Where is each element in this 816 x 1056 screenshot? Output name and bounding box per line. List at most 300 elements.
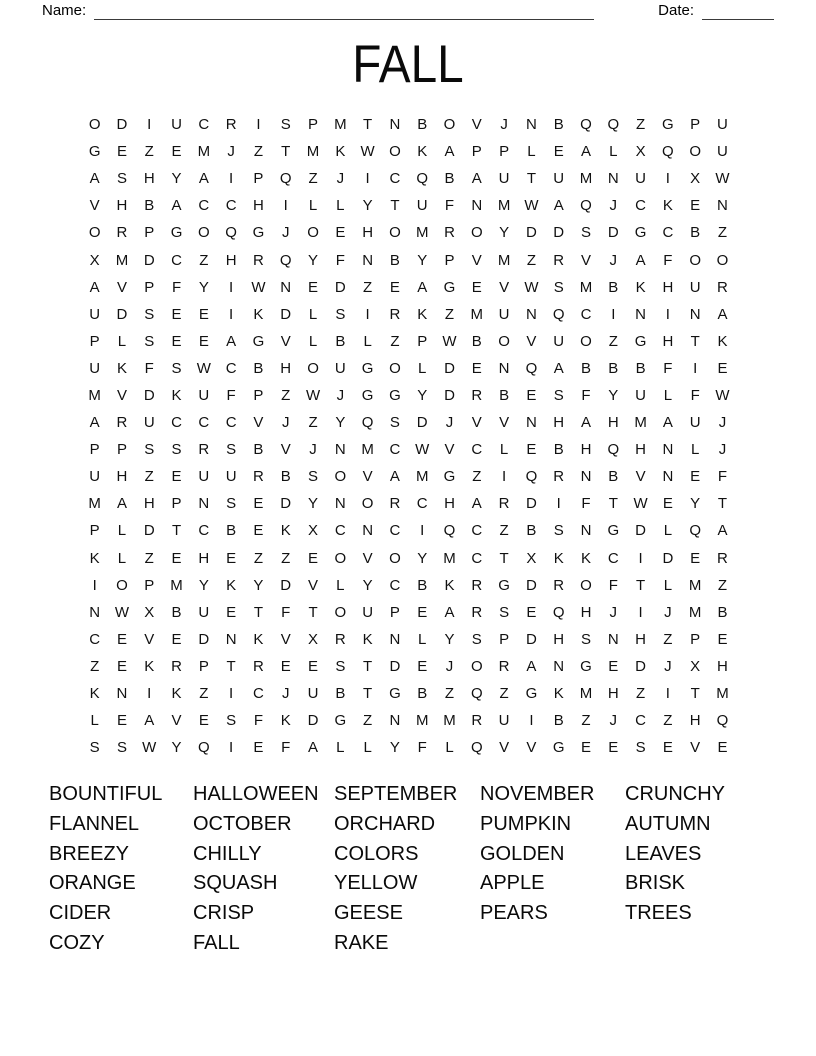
grid-cell: F	[171, 278, 182, 296]
grid-cell: M	[688, 603, 702, 621]
grid-cell: F	[335, 251, 345, 269]
grid-cell: D	[607, 224, 619, 242]
grid-cell: U	[635, 170, 646, 188]
grid-cell: E	[171, 332, 182, 350]
grid-cell: E	[526, 386, 537, 404]
grid-cell: P	[499, 630, 510, 648]
grid-cell: E	[389, 278, 400, 296]
grid-cell: N	[580, 522, 592, 540]
grid-cell: L	[90, 712, 99, 730]
grid-cell: S	[553, 522, 564, 540]
grid-cell: H	[553, 414, 565, 432]
grid-cell: F	[663, 251, 673, 269]
grid-cell: C	[607, 549, 619, 567]
grid-cell: A	[580, 143, 591, 161]
grid-cell: Q	[525, 359, 538, 377]
word-list-item: OCTOBER	[193, 812, 292, 835]
grid-cell: F	[226, 386, 236, 404]
grid-cell: G	[634, 224, 647, 242]
grid-cell: O	[307, 224, 319, 242]
grid-cell: N	[525, 414, 537, 432]
grid-cell: G	[170, 224, 183, 242]
grid-cell: A	[471, 495, 482, 513]
grid-cell: Z	[663, 712, 673, 730]
grid-cell: V	[499, 278, 510, 296]
grid-cell: L	[363, 332, 372, 350]
grid-cell: G	[361, 359, 374, 377]
grid-cell: W	[142, 739, 157, 757]
grid-cell: V	[280, 630, 291, 648]
grid-cell: N	[389, 712, 401, 730]
grid-cell: V	[526, 332, 537, 350]
grid-cell: H	[280, 359, 292, 377]
word-list-item: RAKE	[334, 931, 389, 954]
grid-cell: S	[226, 712, 237, 730]
grid-cell: L	[336, 739, 345, 757]
grid-cell: Y	[308, 495, 319, 513]
grid-cell: L	[418, 359, 427, 377]
grid-cell: M	[716, 685, 729, 703]
grid-cell: B	[690, 224, 701, 242]
grid-cell: I	[502, 468, 507, 486]
grid-cell: A	[553, 359, 564, 377]
grid-cell: E	[717, 630, 728, 648]
grid-cell: E	[116, 143, 127, 161]
grid-cell: H	[635, 630, 646, 648]
grid-cell: Z	[281, 549, 291, 567]
grid-cell: F	[581, 386, 591, 404]
grid-cell: E	[253, 739, 264, 757]
grid-cell: S	[389, 414, 400, 432]
grid-cell: O	[580, 332, 592, 350]
grid-cell: A	[444, 143, 455, 161]
grid-cell: F	[690, 386, 700, 404]
grid-cell: P	[89, 332, 100, 350]
grid-cell: U	[89, 305, 101, 323]
grid-cell: Z	[608, 332, 618, 350]
grid-cell: K	[417, 143, 428, 161]
word-list-item: PUMPKIN	[480, 812, 572, 835]
grid-cell: Q	[198, 739, 210, 757]
grid-cell: L	[117, 522, 127, 540]
grid-cell: R	[116, 414, 128, 432]
grid-cell: I	[147, 116, 152, 134]
grid-cell: L	[663, 576, 673, 594]
grid-cell: H	[717, 657, 728, 675]
grid-cell: K	[362, 630, 373, 648]
grid-cell: Z	[636, 116, 646, 134]
grid-cell: Z	[499, 522, 509, 540]
grid-cell: E	[690, 549, 701, 567]
grid-cell: I	[365, 305, 370, 323]
grid-cell: I	[229, 305, 234, 323]
grid-cell: J	[445, 657, 454, 675]
grid-cell: K	[662, 197, 673, 215]
grid-cell: C	[198, 116, 210, 134]
grid-cell: N	[607, 170, 619, 188]
grid-cell: Z	[363, 278, 373, 296]
grid-cell: X	[690, 657, 701, 675]
grid-cell: Y	[198, 278, 209, 296]
grid-cell: H	[580, 441, 592, 459]
grid-cell: W	[524, 197, 539, 215]
grid-cell: O	[689, 251, 702, 269]
grid-cell: M	[415, 468, 429, 486]
grid-cell: N	[525, 305, 537, 323]
grid-cell: J	[336, 386, 345, 404]
grid-cell: S	[335, 657, 346, 675]
grid-cell: W	[196, 359, 211, 377]
grid-cell: K	[144, 657, 155, 675]
grid-cell: C	[198, 197, 210, 215]
grid-cell: N	[389, 630, 401, 648]
grid-cell: C	[225, 414, 237, 432]
grid-cell: K	[226, 576, 237, 594]
grid-cell: F	[717, 468, 728, 486]
grid-cell: V	[635, 468, 646, 486]
grid-cell: I	[665, 170, 670, 188]
grid-cell: P	[389, 603, 400, 621]
grid-cell: K	[417, 305, 428, 323]
grid-cell: N	[362, 522, 374, 540]
grid-cell: B	[635, 359, 646, 377]
grid-cell: C	[471, 522, 483, 540]
grid-cell: U	[143, 414, 155, 432]
header-row	[42, 0, 774, 20]
grid-cell: R	[498, 495, 510, 513]
grid-cell: E	[171, 468, 182, 486]
grid-cell: Y	[417, 386, 428, 404]
grid-cell: B	[553, 116, 564, 134]
grid-cell: E	[226, 603, 237, 621]
grid-cell: S	[335, 305, 346, 323]
grid-cell: V	[280, 441, 291, 459]
word-list-item: SEPTEMBER	[334, 783, 458, 805]
grid-cell: R	[253, 251, 264, 269]
grid-cell: G	[389, 685, 401, 703]
grid-cell: I	[147, 685, 152, 703]
grid-cell: C	[171, 414, 182, 432]
grid-cell: E	[690, 468, 701, 486]
grid-cell: Z	[717, 224, 728, 242]
grid-cell: Y	[362, 576, 373, 594]
grid-cell: B	[253, 441, 264, 459]
grid-cell: E	[171, 305, 182, 323]
grid-cell: V	[690, 739, 701, 757]
grid-cell: K	[717, 332, 728, 350]
grid-cell: Y	[362, 197, 373, 215]
grid-cell: I	[420, 522, 425, 540]
grid-cell: T	[226, 657, 236, 675]
grid-cell: P	[144, 576, 155, 594]
grid-cell: S	[280, 116, 291, 134]
grid-cell: A	[226, 332, 237, 350]
grid-cell: N	[580, 468, 592, 486]
grid-cell: E	[417, 603, 428, 621]
grid-cell: D	[280, 495, 292, 513]
grid-cell: B	[608, 359, 619, 377]
grid-cell: E	[280, 657, 291, 675]
grid-cell: M	[497, 251, 511, 269]
grid-cell: Z	[253, 549, 264, 567]
word-list-item: FALL	[193, 931, 240, 954]
grid-cell: D	[662, 549, 674, 567]
grid-cell: B	[580, 359, 591, 377]
grid-cell: I	[283, 197, 288, 215]
grid-cell: Z	[253, 143, 264, 161]
grid-cell: F	[253, 712, 264, 730]
grid-cell: E	[608, 657, 619, 675]
grid-cell: X	[526, 549, 537, 567]
name-blank-line	[94, 4, 594, 20]
grid-cell: M	[306, 143, 320, 161]
word-list-item: LEAVES	[625, 842, 702, 865]
grid-cell: J	[227, 143, 235, 161]
grid-cell: H	[143, 495, 155, 513]
grid-cell: J	[718, 414, 727, 432]
grid-cell: B	[553, 441, 564, 459]
grid-cell: R	[198, 441, 210, 459]
grid-cell: C	[198, 522, 210, 540]
word-list-item: AUTUMN	[625, 812, 711, 835]
grid-cell: J	[445, 414, 454, 432]
grid-cell: T	[363, 116, 373, 134]
grid-cell: U	[198, 603, 210, 621]
grid-cell: Q	[552, 305, 565, 323]
grid-cell: Z	[390, 332, 400, 350]
grid-cell: J	[664, 603, 672, 621]
grid-cell: M	[334, 116, 347, 134]
grid-cell: R	[389, 305, 401, 323]
grid-cell: X	[635, 143, 646, 161]
grid-cell: J	[500, 116, 508, 134]
grid-cell: L	[663, 522, 673, 540]
grid-cell: J	[664, 657, 672, 675]
grid-cell: N	[525, 116, 537, 134]
grid-cell: M	[443, 549, 456, 567]
grid-cell: Z	[308, 414, 318, 432]
grid-cell: O	[116, 576, 128, 594]
grid-cell: G	[634, 332, 647, 350]
grid-cell: G	[389, 386, 401, 404]
grid-cell: V	[499, 414, 510, 432]
grid-cell: A	[471, 170, 482, 188]
grid-cell: B	[389, 251, 400, 269]
grid-cell: U	[89, 468, 101, 486]
grid-cell: R	[717, 278, 728, 296]
grid-cell: Z	[199, 251, 209, 269]
grid-cell: E	[116, 712, 127, 730]
grid-cell: C	[225, 197, 237, 215]
grid-cell: W	[524, 278, 539, 296]
grid-cell: P	[198, 657, 209, 675]
grid-cell: D	[416, 414, 428, 432]
grid-cell: R	[116, 224, 128, 242]
grid-cell: N	[635, 305, 646, 323]
grid-cell: D	[525, 495, 537, 513]
grid-cell: A	[144, 712, 155, 730]
grid-cell: Z	[444, 685, 455, 703]
grid-cell: Q	[470, 739, 483, 757]
grid-cell: E	[226, 549, 237, 567]
grid-cell: P	[308, 116, 319, 134]
grid-cell: O	[689, 143, 702, 161]
grid-cell: N	[198, 495, 210, 513]
grid-cell: J	[609, 251, 618, 269]
word-list-item: NOVEMBER	[480, 783, 595, 805]
grid-cell: A	[171, 197, 182, 215]
grid-cell: Q	[361, 414, 374, 432]
grid-cell: Z	[90, 657, 100, 675]
grid-cell: G	[443, 468, 456, 486]
grid-cell: E	[662, 495, 673, 513]
grid-cell: W	[415, 441, 430, 459]
grid-cell: P	[253, 386, 264, 404]
grid-cell: L	[609, 143, 618, 161]
grid-cell: F	[281, 603, 291, 621]
grid-cell: K	[280, 712, 291, 730]
grid-cell: H	[662, 278, 674, 296]
grid-cell: E	[253, 495, 264, 513]
grid-cell: Q	[552, 603, 565, 621]
grid-cell: F	[144, 359, 154, 377]
grid-cell: D	[334, 278, 346, 296]
word-list-item: BREEZY	[49, 842, 130, 865]
grid-cell: Z	[472, 468, 482, 486]
grid-cell: A	[526, 657, 537, 675]
grid-cell: B	[717, 603, 728, 621]
grid-cell: I	[229, 685, 234, 703]
grid-cell: M	[361, 441, 374, 459]
grid-cell: U	[498, 170, 510, 188]
grid-cell: B	[335, 685, 346, 703]
grid-cell: F	[281, 739, 291, 757]
grid-cell: M	[579, 278, 593, 296]
grid-cell: T	[499, 549, 509, 567]
word-list-column	[193, 780, 334, 959]
grid-cell: E	[717, 739, 728, 757]
grid-cell: B	[171, 603, 182, 621]
grid-cell: B	[144, 197, 155, 215]
grid-cell: G	[580, 657, 592, 675]
grid-cell: Z	[308, 170, 318, 188]
word-list-item: CRISP	[193, 902, 255, 925]
grid-cell: Z	[444, 305, 455, 323]
grid-cell: M	[688, 576, 702, 594]
grid-cell: U	[225, 468, 237, 486]
grid-cell: N	[116, 685, 128, 703]
grid-cell: E	[417, 657, 428, 675]
word-list-item: CIDER	[49, 902, 112, 925]
grid-cell: K	[335, 143, 346, 161]
grid-cell: Z	[281, 386, 291, 404]
grid-cell: R	[334, 630, 346, 648]
grid-cell: S	[116, 739, 127, 757]
grid-cell: N	[471, 197, 483, 215]
grid-cell: S	[116, 170, 127, 188]
grid-cell: Q	[716, 712, 729, 730]
grid-cell: E	[717, 359, 728, 377]
grid-cell: P	[690, 630, 701, 648]
grid-cell: V	[362, 468, 373, 486]
word-list	[49, 780, 779, 959]
grid-cell: H	[662, 332, 674, 350]
grid-cell: K	[116, 359, 127, 377]
grid-cell: C	[635, 712, 646, 730]
grid-cell: D	[553, 224, 565, 242]
grid-cell: U	[635, 386, 646, 404]
grid-cell: Z	[499, 685, 509, 703]
grid-cell: S	[89, 739, 100, 757]
grid-cell: D	[280, 576, 292, 594]
grid-cell: W	[633, 495, 648, 513]
word-list-item: CRUNCHY	[625, 783, 725, 805]
grid-cell: Q	[279, 251, 292, 269]
grid-cell: O	[389, 224, 401, 242]
grid-cell: R	[389, 495, 401, 513]
grid-cell: L	[663, 386, 673, 404]
word-list-item: FLANNEL	[49, 812, 140, 835]
grid-cell: U	[198, 386, 210, 404]
grid-cell: X	[308, 522, 319, 540]
grid-cell: S	[499, 603, 510, 621]
grid-cell: B	[471, 332, 482, 350]
grid-cell: P	[417, 332, 428, 350]
grid-cell: O	[334, 468, 347, 486]
grid-cell: B	[553, 712, 564, 730]
grid-cell: B	[417, 576, 428, 594]
grid-cell: I	[611, 305, 616, 323]
grid-cell: Z	[717, 576, 728, 594]
word-list-item: YELLOW	[334, 872, 418, 895]
grid-cell: E	[171, 630, 182, 648]
grid-cell: C	[198, 414, 210, 432]
grid-cell: A	[389, 468, 400, 486]
grid-cell: R	[253, 468, 264, 486]
word-list-column	[625, 780, 775, 959]
grid-cell: C	[471, 441, 483, 459]
grid-cell: O	[389, 143, 401, 161]
grid-cell: P	[471, 143, 482, 161]
date-label: Date:	[658, 2, 694, 19]
grid-cell: N	[280, 278, 292, 296]
grid-cell: E	[308, 657, 319, 675]
grid-cell: J	[609, 197, 618, 215]
grid-cell: D	[635, 657, 646, 675]
grid-cell: N	[662, 441, 674, 459]
grid-cell: H	[607, 414, 619, 432]
grid-cell: X	[144, 603, 155, 621]
grid-cell: O	[443, 116, 456, 134]
grid-cell: H	[553, 630, 565, 648]
grid-cell: D	[444, 386, 455, 404]
word-list-item: BOUNTIFUL	[49, 783, 163, 805]
grid-cell: H	[253, 197, 264, 215]
date-blank-line	[702, 4, 774, 20]
grid-cell: Z	[144, 468, 154, 486]
grid-cell: D	[389, 657, 401, 675]
grid-cell: O	[88, 116, 101, 134]
grid-cell: L	[363, 739, 372, 757]
word-list-column	[480, 780, 625, 959]
grid-cell: I	[638, 549, 643, 567]
grid-cell: D	[307, 712, 319, 730]
grid-cell: O	[334, 549, 347, 567]
grid-cell: K	[89, 685, 100, 703]
grid-cell: I	[693, 359, 698, 377]
grid-cell: E	[526, 441, 537, 459]
grid-cell: S	[580, 224, 591, 242]
